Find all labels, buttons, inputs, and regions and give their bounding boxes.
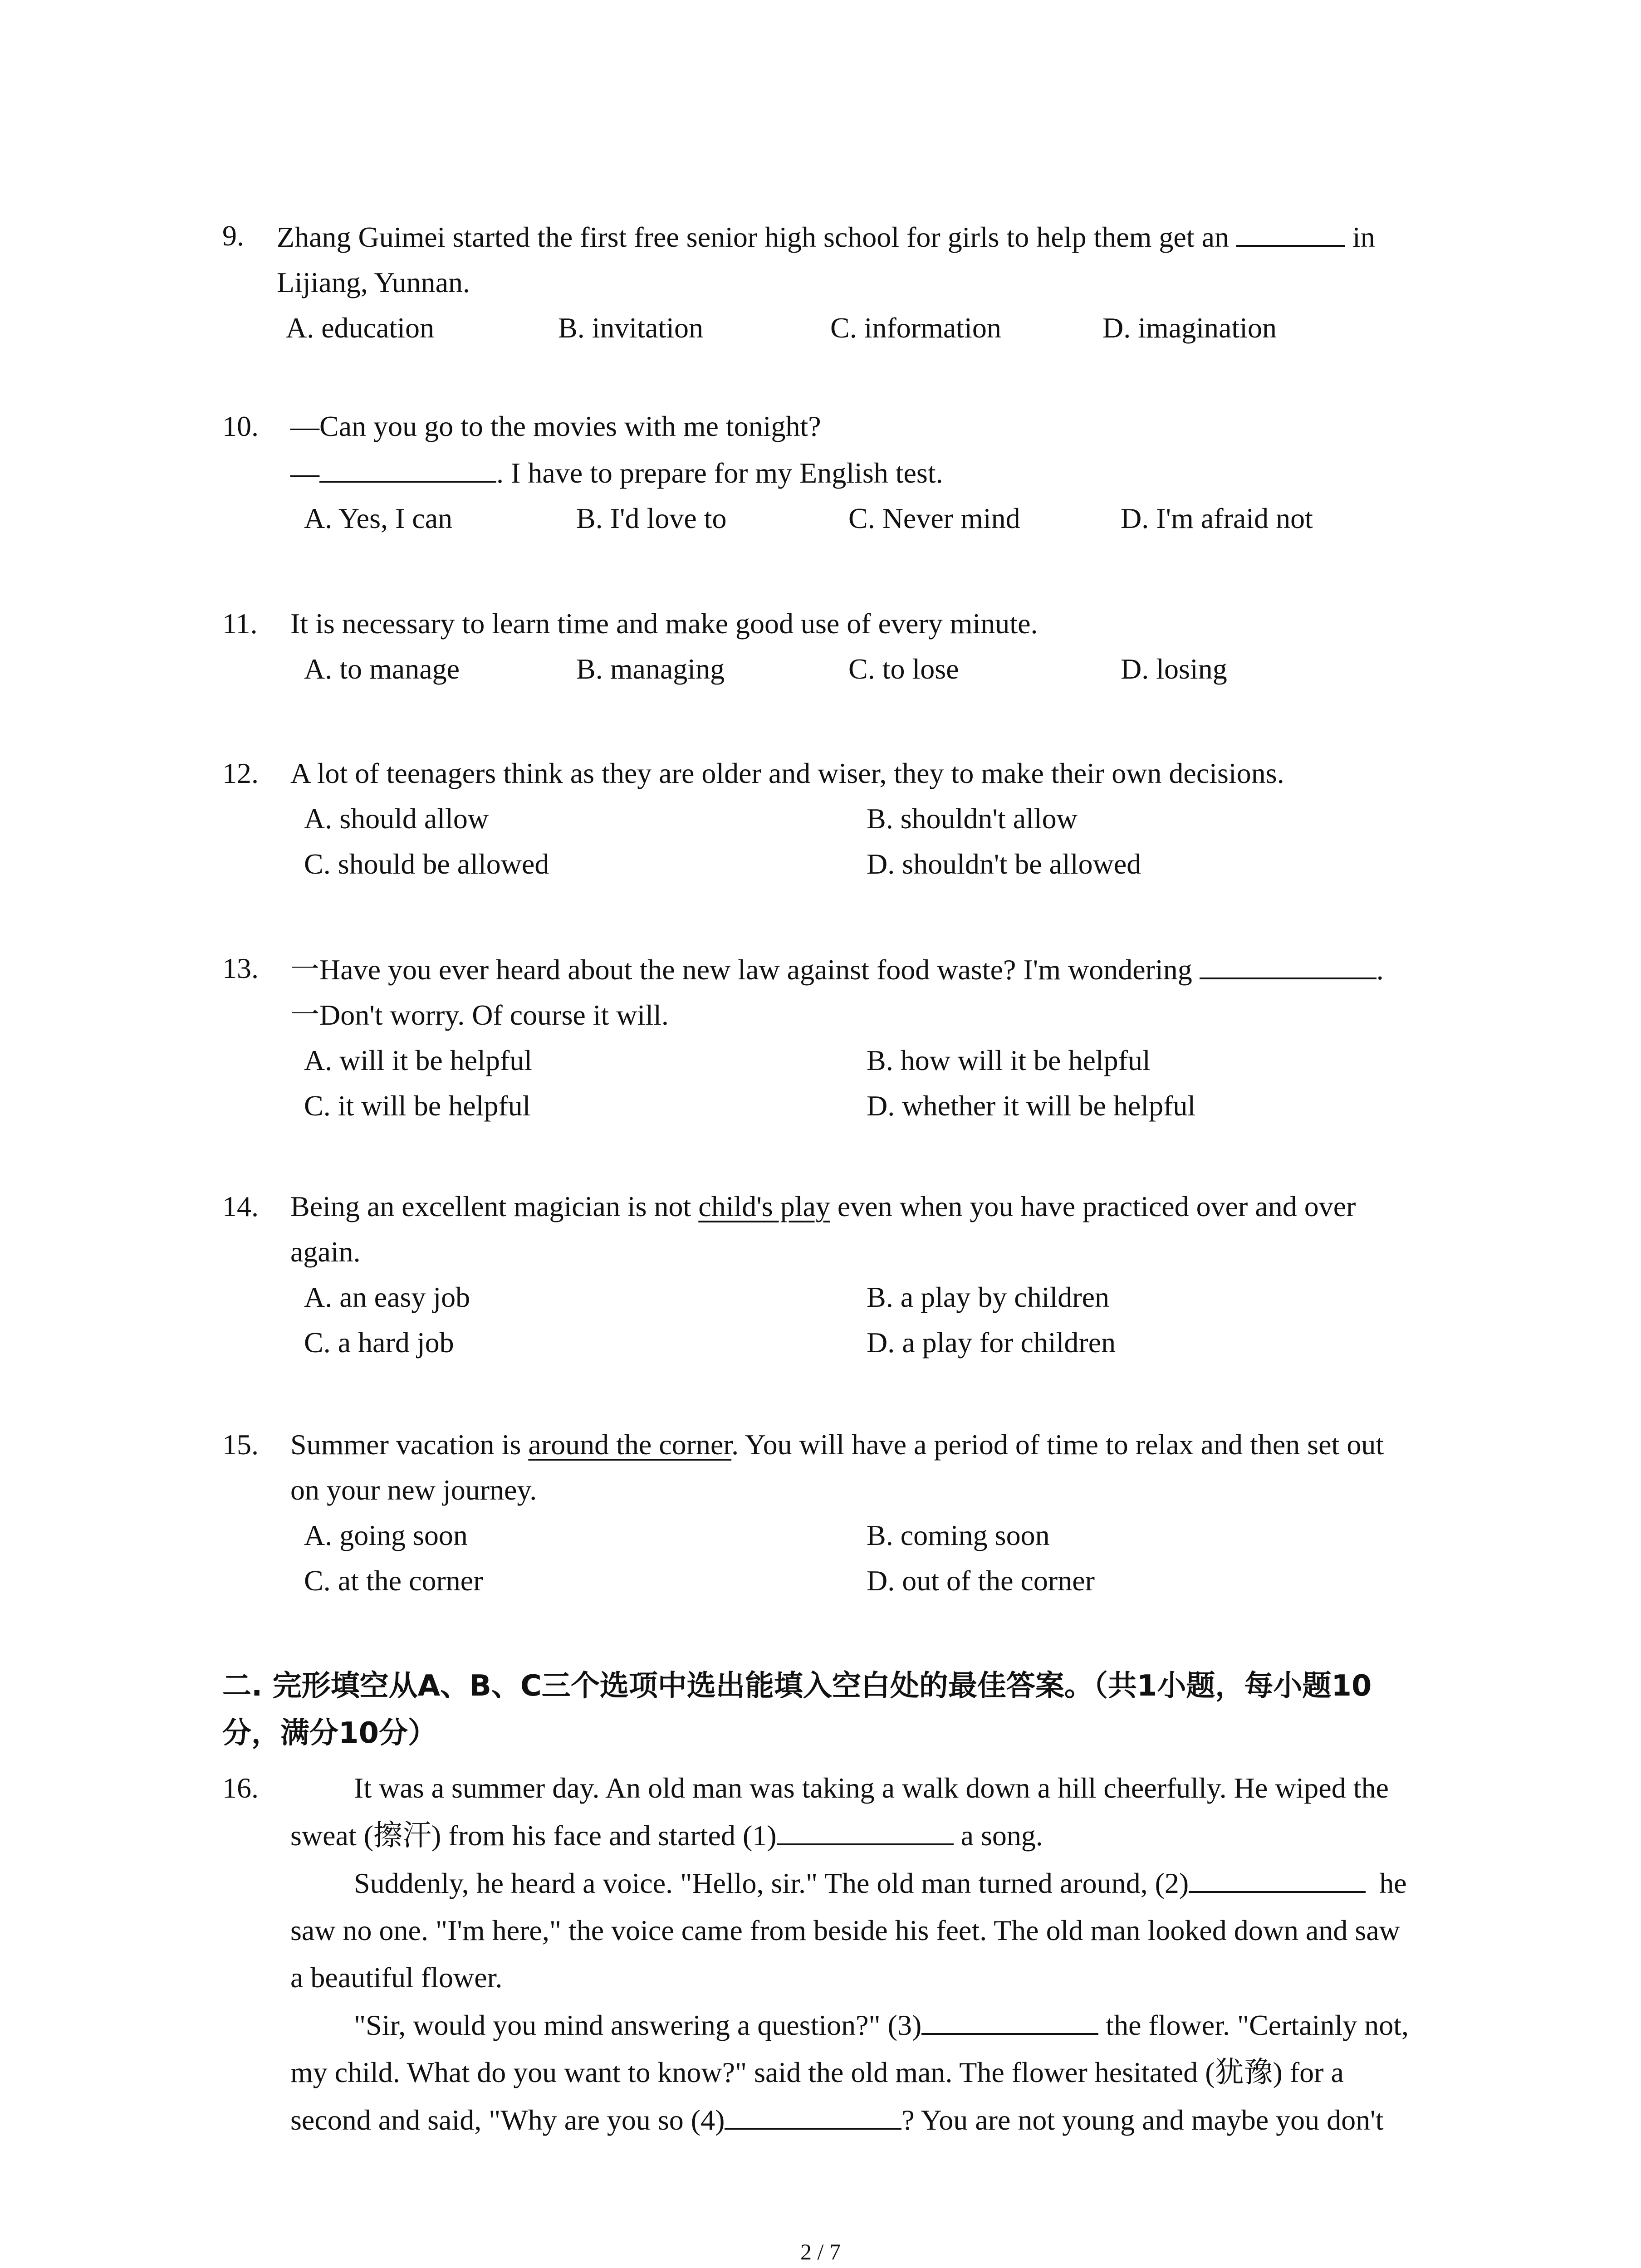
passage-text: saw no one. "I'm here," the voice came from beside his feet. The old man looked down and saw <box>290 1914 1400 1946</box>
question-stem: Zhang Guimei started the first free senior high school for girls to help them get an <box>277 221 1229 253</box>
option-d[interactable]: D. losing <box>1121 653 1227 685</box>
options <box>222 1513 1474 1603</box>
option-d[interactable]: D. shouldn't be allowed <box>867 848 1141 880</box>
passage-text: "Sir, would you mind answering a question?" (3) <box>354 2009 922 2041</box>
blank-3[interactable] <box>921 2001 1098 2035</box>
question-stem-end: . <box>1376 953 1384 986</box>
options <box>222 1038 1474 1129</box>
question-number: 13. <box>222 952 259 984</box>
options <box>222 796 1474 887</box>
blank-1[interactable] <box>777 1812 954 1845</box>
question-number: 11. <box>222 607 258 640</box>
question-stem-end: even when you have practiced over and over <box>837 1190 1356 1222</box>
question-stem: 一Have you ever heard about the new law against food waste? I'm wondering <box>290 953 1192 986</box>
question-9 <box>222 213 1474 351</box>
answer-blank[interactable] <box>319 449 496 483</box>
answer-blank[interactable] <box>1236 213 1345 247</box>
option-b[interactable]: B. how will it be helpful <box>867 1044 1151 1076</box>
question-stem: —Can you go to the movies with me tonight? <box>290 410 821 442</box>
question-stem-line2: 一Don't worry. Of course it will. <box>290 999 669 1031</box>
option-a[interactable]: A. going soon <box>304 1519 468 1551</box>
question-stem: It is necessary to learn time and make good use of every minute. <box>290 607 1038 640</box>
question-stem-line2: Lijiang, Yunnan. <box>277 266 470 298</box>
option-d[interactable]: D. whether it will be helpful <box>867 1090 1196 1122</box>
option-a[interactable]: A. education <box>286 312 434 344</box>
question-number: 9. <box>222 220 244 252</box>
question-stem-line2: . I have to prepare for my English test. <box>496 457 943 489</box>
question-number: 12. <box>222 757 259 789</box>
option-c[interactable]: C. at the corner <box>304 1564 483 1597</box>
question-15 <box>222 1422 1474 1603</box>
section-heading <box>222 1662 1484 1757</box>
option-a[interactable]: A. will it be helpful <box>304 1044 533 1076</box>
option-c[interactable]: C. a hard job <box>304 1326 454 1359</box>
option-d[interactable]: D. I'm afraid not <box>1121 502 1313 534</box>
options <box>222 496 1474 541</box>
option-a[interactable]: A. Yes, I can <box>304 502 453 534</box>
question-stem: Being an excellent magician is not <box>290 1190 691 1222</box>
option-c[interactable]: C. it will be helpful <box>304 1090 531 1122</box>
question-10 <box>222 404 1474 541</box>
question-stem: Summer vacation is <box>290 1428 521 1461</box>
section-heading-line2: 分，满分10分） <box>222 1716 437 1750</box>
options <box>222 305 1474 351</box>
passage-text: the flower. "Certainly not, <box>1106 2009 1409 2041</box>
option-c[interactable]: C. Never mind <box>848 502 1020 534</box>
option-d[interactable]: D. out of the corner <box>867 1564 1095 1597</box>
option-b[interactable]: B. invitation <box>558 312 703 344</box>
section-heading-line1: 二. 完形填空从A、B、C三个选项中选出能填入空白处的最佳答案。（共1小题，每小题10 <box>222 1669 1372 1703</box>
passage-text: Suddenly, he heard a voice. "Hello, sir." The old man turned around, (2) <box>354 1867 1189 1899</box>
underlined-phrase: child's play <box>698 1190 830 1222</box>
option-b[interactable]: B. coming soon <box>867 1519 1050 1551</box>
passage-text: second and said, "Why are you so (4) <box>290 2104 725 2136</box>
question-stem: A lot of teenagers think as they are older and wiser, they to make their own decisions. <box>290 757 1284 789</box>
option-b[interactable]: B. shouldn't allow <box>867 802 1078 835</box>
option-c[interactable]: C. information <box>830 312 1001 344</box>
passage-text: ? You are not young and maybe you don't <box>901 2104 1384 2136</box>
option-a[interactable]: A. to manage <box>304 653 460 685</box>
blank-2[interactable] <box>1189 1859 1366 1893</box>
cloze-passage <box>222 1765 1465 2144</box>
option-a[interactable]: A. should allow <box>304 802 489 835</box>
passage-text: my child. What do you want to know?" said the old man. The flower hesitated (犹豫) for a <box>290 2056 1344 2088</box>
question-14 <box>222 1184 1474 1365</box>
passage-text: sweat (擦汗) from his face and started (1) <box>290 1819 777 1852</box>
option-b[interactable]: B. a play by children <box>867 1281 1109 1313</box>
passage-text: a song. <box>960 1819 1043 1852</box>
option-c[interactable]: C. should be allowed <box>304 848 549 880</box>
options <box>222 1275 1474 1365</box>
passage-text: a beautiful flower. <box>290 1961 503 1994</box>
options <box>222 646 1474 692</box>
dash: — <box>290 457 319 489</box>
question-number: 15. <box>222 1428 259 1461</box>
question-stem-end: in <box>1352 221 1375 253</box>
answer-blank[interactable] <box>1200 946 1376 979</box>
question-stem-line2: again. <box>290 1236 361 1268</box>
blank-4[interactable] <box>725 2096 901 2130</box>
option-c[interactable]: C. to lose <box>848 653 959 685</box>
question-11 <box>222 601 1474 692</box>
question-stem-end: . You will have a period of time to relax and then set out <box>731 1428 1384 1461</box>
question-12 <box>222 751 1474 887</box>
option-d[interactable]: D. imagination <box>1102 312 1277 344</box>
question-number: 10. <box>222 410 259 442</box>
option-a[interactable]: A. an easy job <box>304 1281 470 1313</box>
question-number: 16. <box>222 1772 259 1804</box>
underlined-phrase: around the corner <box>528 1428 732 1461</box>
page-number: 2 / 7 <box>800 2239 841 2264</box>
option-b[interactable]: B. I'd love to <box>576 502 727 534</box>
passage-text: It was a summer day. An old man was taking a walk down a hill cheerfully. He wiped the <box>354 1772 1389 1804</box>
passage-text: he <box>1379 1867 1407 1899</box>
question-13 <box>222 946 1474 1129</box>
question-stem-line2: on your new journey. <box>290 1474 537 1506</box>
option-b[interactable]: B. managing <box>576 653 725 685</box>
question-number: 14. <box>222 1190 259 1222</box>
option-d[interactable]: D. a play for children <box>867 1326 1116 1359</box>
